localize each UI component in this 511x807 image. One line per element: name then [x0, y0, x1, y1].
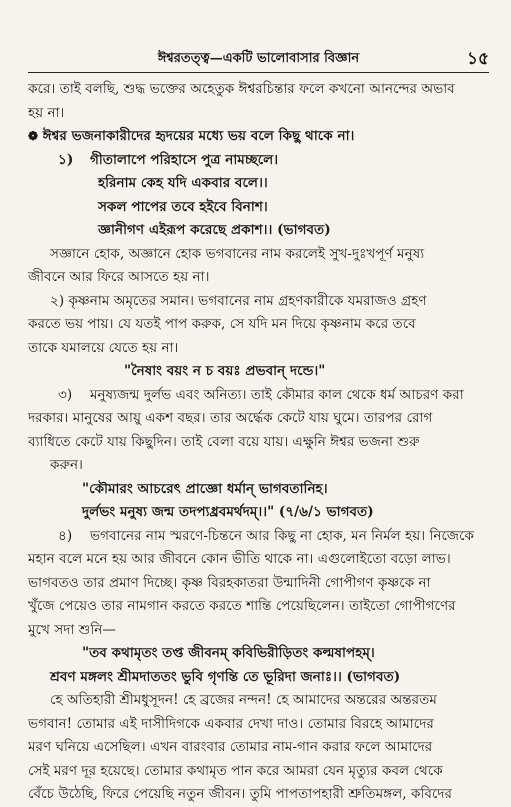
text-line: ব্যাধিতে কেটে যায় কিছুদিন। তাই বেলা বয়ে যায়। এক্ষুনি ঈশ্বর ভজনা শুরু	[28, 433, 420, 450]
quote-line: দুর্লভং মনুষ্য জন্ম তদপ্যধ্রবমর্থদম্।।" (৭/৬/১ ভাগবত)	[82, 504, 374, 520]
text-line: মহান বলে মনে হয় আর জীবনে কোন ভীতি থাকে না। এগুলোইতো বড়ো লাভ।	[28, 551, 451, 567]
text-line: দরকার। মানুষের আয়ু একশ বছর। তার অর্দ্ধেক কেটে যায় ঘুমে। তারপর রোগ	[28, 410, 433, 426]
text-line: হয় না।	[28, 104, 65, 121]
heading-text: ঈশ্বর ভজনাকারীদের হৃদয়ের মধ্যে ভয় বলে কিছু থাকে না।	[42, 128, 355, 144]
text-line: সজ্ঞানে হোক, অজ্ঞানে হোক ভগবানের নাম করলেই সুখ-দুঃখপূর্ণ মনুষ্য	[50, 245, 425, 262]
quote-line: "তব কথামৃতং তপ্ত জীবনম্ কবিভিরীড়িতং কল্মষাপহম্।	[82, 645, 375, 661]
verse-line: জ্ঞানীগণ এইরূপ করেছে প্রকাশ।। (ভাগবত)	[98, 222, 331, 238]
text-line: মুখে সদা শুনি—	[28, 621, 116, 638]
verse-text: গীতালাপে পরিহাসে পুত্র নামচ্ছলে।	[90, 151, 279, 168]
text-line: হে অতিহারী শ্রীমধুসূদন! হে ব্রজের নন্দন! হে আমাদের অন্তরের অন্তরতম	[50, 692, 437, 708]
item-text: মনুষ্যজন্ম দুর্লভ এবং অনিত্য। তাই কৌমার কাল থেকে ধর্ম আচরণ করা	[90, 386, 464, 403]
verse-line	[28, 149, 489, 173]
text-line: মরণ ঘনিয়ে এসেছিল। এখন বারংবার তোমার নাম-গান করার ফলে আমাদের	[28, 739, 433, 755]
text-line: জীবনে আর ফিরে আসতে হয় না।	[28, 269, 210, 285]
page-number: ১৫	[466, 49, 489, 69]
quote-line: শ্রবণ মঙ্গলং শ্রীমদাততং ভুবি গৃণন্তি তে ভূরিদা জনাঃ।। (ভাগবত)	[50, 668, 401, 685]
text-line: ভগবান! তোমার এই দাসীদিগকে একবার দেখা দাও। তোমার বিরহে আমাদের	[28, 715, 434, 732]
text-line: সেই মরণ দূর হয়েছে। তোমার কথামৃত পান করে আমরা যেন মৃত্যুর কবল থেকে	[28, 762, 443, 779]
text-line: বেঁচে উঠেছি, ফিরে পেয়েছি নতুন জীবন। তুমি পাপতাপহারী শ্রুতিমঙ্গল, কবিদের	[28, 786, 453, 802]
flower-bullet-icon: ❁	[28, 129, 39, 143]
verse-line: সকল পাপের তবে হইবে বিনাশ।	[98, 198, 268, 215]
running-title: ঈশ্বরতত্ত্ব—একটি ভালোবাসার বিজ্ঞান	[157, 51, 360, 66]
quote-line: "কৌমারং আচরেৎ প্রাজ্ঞো ধর্মান্ ভাগবতানিহ।	[82, 480, 328, 497]
text-line	[28, 525, 489, 549]
item-number: ৪)	[58, 527, 73, 544]
text-line: খুঁজে পেয়েও তার নামগান করতে করতে শান্তি পেয়েছিলেন। তাইতো গোপীগণের	[28, 598, 456, 614]
item-text: ভগবানের নাম স্মরণে-চিন্তনে আর কিছু না হোক, মন নির্মল হয়। নিজেকে	[90, 527, 475, 544]
text-line	[28, 125, 489, 149]
quote-line: "নৈষাং বয়ং ন চ বয়ঃ প্রভবান্ দন্ডে।"	[124, 363, 326, 379]
text-line: তাকে যমালয়ে যেতে হয় না।	[28, 339, 179, 356]
text-line: ২) কৃষ্ণনাম অমৃতের সমান। ভগবানের নাম গ্রহণকারীকে যমরাজও গ্রহণ	[50, 292, 427, 309]
text-line	[28, 384, 489, 408]
item-number: ১)	[58, 151, 74, 168]
page-body	[28, 78, 489, 807]
text-line: করে। তাই বলছি, শুদ্ধ ভক্তের অহেতুক ঈশ্বরচিন্তার ফলে কখনো আনন্দের অভাব	[28, 81, 455, 97]
running-header	[28, 46, 489, 73]
item-number: ৩)	[58, 386, 73, 403]
text-line: ভাগবতও তার প্রমাণ দিচ্ছে। কৃষ্ণ বিরহকাতরা উন্মাদিনী গোপীগণ কৃষ্ণকে না	[28, 574, 431, 591]
verse-line: হরিনাম কেহ যদি একবার বলে।।	[98, 175, 268, 191]
text-line: করতে ভয় পায়। যে যতই পাপ করুক, সে যদি মন দিয়ে কৃষ্ণনাম করে তবে	[28, 316, 416, 332]
text-line: করুন।	[50, 457, 83, 473]
